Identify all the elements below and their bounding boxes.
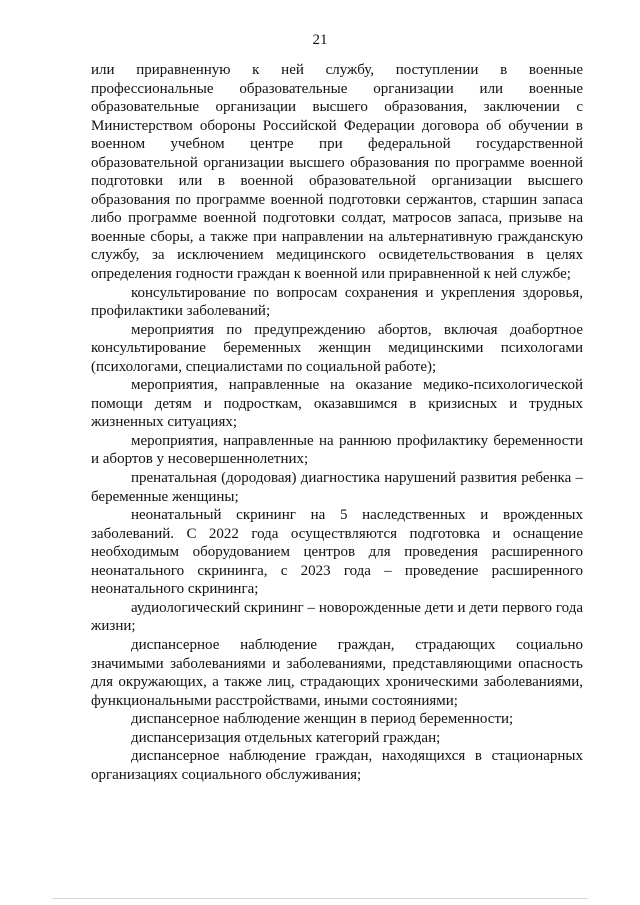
paragraph-neonatal-screening: неонатальный скрининг на 5 наследственных и врожденных заболеваний. С 2022 года осуществляются подготовка и оснащение необходимым оборудованием центров для проведения расширенного неонатального скрининга, с 2023 года – проведение расширенного неонатального скрининга;	[91, 507, 583, 598]
paragraph-dispensarization: диспансеризация отдельных категорий граждан;	[131, 729, 441, 746]
paragraph-abortion-prevention: мероприятия по предупреждению абортов, включая доабортное консультирование беременных женщин медицинскими психологами (психологами, специалистами по социальной работе);	[91, 321, 583, 375]
paragraph-military-service-continuation: или приравненную к ней службу, поступлении в военные профессиональные образовательные организации или военные образовательные организации высшего образования, заключении с Министерством обороны Российской Федерации договора об обучении в военном учебном центре при федеральной государственной образовательной организации высшего образования по программе военной подготовки или в военной образовательной организации высшего образования по программе военной подготовки сержантов, старшин запаса либо программе военной подготовки солдат, матросов запаса, призыве на военные сборы, а также при направлении на альтернативную гражданскую службу, за исключением медицинского освидетельствования в целях определения годности граждан к военной или приравненной к ней службе;	[91, 62, 583, 283]
paragraph-pregnancy-observation: диспансерное наблюдение женщин в период беременности;	[131, 711, 514, 728]
page-bottom-rule	[52, 898, 588, 899]
paragraph-prenatal-diagnostics: пренатальная (дородовая) диагностика нарушений развития ребенка – беременные женщины;	[91, 470, 583, 505]
paragraph-audiological-screening: аудиологический скрининг – новорожденные дети и дети первого года жизни;	[91, 599, 583, 635]
document-body	[91, 61, 583, 784]
paragraph-health-consulting: консультирование по вопросам сохранения и укрепления здоровья, профилактики заболеваний;	[91, 284, 583, 320]
paragraph-child-psychological-help: мероприятия, направленные на оказание медико-психологической помощи детям и подросткам, оказавшимся в кризисных и трудных жизненных ситуациях;	[91, 377, 583, 431]
paragraph-social-institution-observation: диспансерное наблюдение граждан, находящихся в стационарных организациях социального обслуживания;	[91, 748, 583, 783]
paragraph-dispensary-observation: диспансерное наблюдение граждан, страдающих социально значимыми заболеваниями и заболеваниями, представляющими опасность для окружающих, а также лиц, страдающих хроническими заболеваниями, функциональными расстройствами, иными состояниями;	[91, 636, 583, 709]
paragraph-teen-pregnancy-prevention: мероприятия, направленные на раннюю профилактику беременности и абортов у несовершеннолетних;	[91, 432, 583, 468]
page-number: 21	[312, 32, 328, 48]
